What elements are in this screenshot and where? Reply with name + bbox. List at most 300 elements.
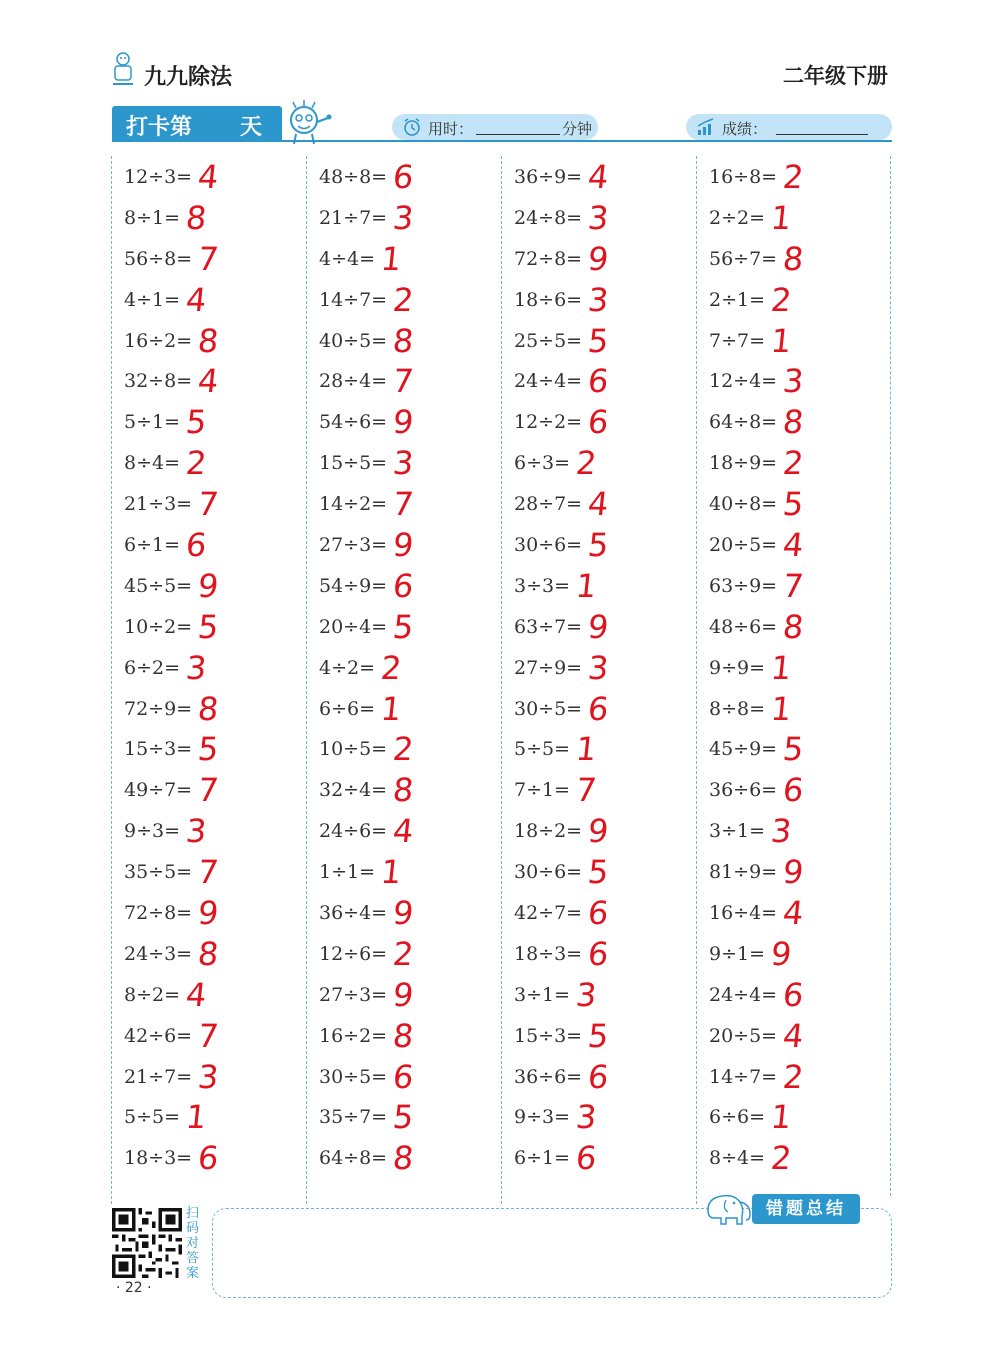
problem-row xyxy=(697,728,891,769)
problem-row xyxy=(697,360,891,401)
division-question: 36÷6= xyxy=(709,779,778,802)
problem-row xyxy=(307,769,501,810)
handwritten-answer[interactable]: 6 xyxy=(781,975,806,1014)
problem-row xyxy=(307,688,501,729)
division-question: 56÷7= xyxy=(709,247,778,270)
division-question: 4÷1= xyxy=(124,288,181,311)
division-question: 32÷4= xyxy=(319,779,388,802)
division-question: 18÷3= xyxy=(514,942,583,965)
problem-row xyxy=(112,360,306,401)
problem-row xyxy=(112,320,306,361)
division-question: 27÷3= xyxy=(319,983,388,1006)
division-question: 35÷7= xyxy=(319,1106,388,1129)
division-question: 3÷1= xyxy=(709,820,766,843)
problem-row xyxy=(307,360,501,401)
division-question: 15÷3= xyxy=(124,738,193,761)
time-input[interactable] xyxy=(476,134,560,135)
problem-row xyxy=(502,1056,696,1097)
handwritten-answer[interactable]: 5 xyxy=(781,485,806,524)
handwritten-answer[interactable]: 9 xyxy=(391,975,416,1014)
handwritten-answer[interactable]: 5 xyxy=(781,730,806,769)
handwritten-answer[interactable]: 4 xyxy=(391,812,416,851)
handwritten-answer[interactable]: 1 xyxy=(379,689,404,728)
handwritten-answer[interactable]: 6 xyxy=(586,1057,611,1096)
problem-row xyxy=(697,238,891,279)
division-question: 15÷5= xyxy=(319,452,388,475)
division-question: 21÷7= xyxy=(124,1065,193,1088)
problem-row xyxy=(112,1096,306,1137)
handwritten-answer[interactable]: 6 xyxy=(196,1139,221,1178)
page-number: · 22 · xyxy=(116,1280,152,1296)
handwritten-answer[interactable]: 7 xyxy=(391,362,416,401)
problem-row xyxy=(697,320,891,361)
problem-row xyxy=(697,1096,891,1137)
handwritten-answer[interactable]: 8 xyxy=(391,1139,416,1178)
handwritten-answer[interactable]: 3 xyxy=(184,648,209,687)
problem-row xyxy=(307,483,501,524)
time-label: 用时： xyxy=(428,120,474,138)
handwritten-answer[interactable]: 9 xyxy=(769,934,794,973)
division-question: 35÷5= xyxy=(124,861,193,884)
handwritten-answer[interactable]: 5 xyxy=(586,853,611,892)
problem-row xyxy=(697,524,891,565)
problem-row xyxy=(112,688,306,729)
handwritten-answer[interactable]: 6 xyxy=(586,689,611,728)
handwritten-answer[interactable]: 2 xyxy=(781,444,806,483)
division-question: 9÷3= xyxy=(124,820,181,843)
problem-row xyxy=(502,1015,696,1056)
division-question: 5÷5= xyxy=(514,738,571,761)
division-question: 72÷8= xyxy=(124,902,193,925)
division-question: 48÷6= xyxy=(709,615,778,638)
handwritten-answer[interactable]: 8 xyxy=(196,689,221,728)
handwritten-answer[interactable]: 8 xyxy=(391,771,416,810)
problem-row xyxy=(307,606,501,647)
division-question: 27÷3= xyxy=(319,534,388,557)
handwritten-answer[interactable]: 6 xyxy=(781,771,806,810)
division-question: 8÷4= xyxy=(709,1147,766,1170)
division-question: 16÷2= xyxy=(124,329,193,352)
handwritten-answer[interactable]: 8 xyxy=(781,239,806,278)
division-question: 9÷9= xyxy=(709,656,766,679)
problem-row xyxy=(502,565,696,606)
division-question: 3÷1= xyxy=(514,983,571,1006)
division-question: 30÷6= xyxy=(514,534,583,557)
problem-row xyxy=(697,156,891,197)
handwritten-answer[interactable]: 8 xyxy=(184,198,209,237)
division-question: 8÷4= xyxy=(124,452,181,475)
handwritten-answer[interactable]: 9 xyxy=(391,894,416,933)
problem-row xyxy=(112,647,306,688)
division-question: 24÷3= xyxy=(124,942,193,965)
problem-row xyxy=(112,279,306,320)
handwritten-answer[interactable]: 9 xyxy=(586,607,611,646)
handwritten-answer[interactable]: 7 xyxy=(196,485,221,524)
handwritten-answer[interactable]: 2 xyxy=(769,280,794,319)
book-logo-icon xyxy=(110,52,136,86)
punch-label-right: 天 xyxy=(240,115,263,140)
division-question: 36÷4= xyxy=(319,902,388,925)
problem-row xyxy=(307,1137,501,1178)
handwritten-answer[interactable]: 6 xyxy=(574,1139,599,1178)
division-question: 24÷4= xyxy=(709,983,778,1006)
problem-row xyxy=(112,728,306,769)
handwritten-answer[interactable]: 1 xyxy=(574,730,599,769)
problem-row xyxy=(502,401,696,442)
problem-row xyxy=(307,728,501,769)
problem-row xyxy=(307,238,501,279)
handwritten-answer[interactable]: 3 xyxy=(586,198,611,237)
handwritten-answer[interactable]: 6 xyxy=(586,934,611,973)
handwritten-answer[interactable]: 3 xyxy=(196,1057,221,1096)
handwritten-answer[interactable]: 5 xyxy=(586,1016,611,1055)
problem-row xyxy=(112,851,306,892)
problem-column-4 xyxy=(697,156,891,1178)
handwritten-answer[interactable]: 2 xyxy=(781,158,806,196)
handwritten-answer[interactable]: 6 xyxy=(586,362,611,401)
division-question: 40÷5= xyxy=(319,329,388,352)
handwritten-answer[interactable]: 6 xyxy=(586,403,611,442)
problem-row xyxy=(307,197,501,238)
problem-row xyxy=(502,647,696,688)
handwritten-answer[interactable]: 1 xyxy=(574,566,599,605)
problem-row xyxy=(112,810,306,851)
handwritten-answer[interactable]: 1 xyxy=(769,321,794,360)
problem-row xyxy=(502,933,696,974)
handwritten-answer[interactable]: 6 xyxy=(586,894,611,933)
problem-row xyxy=(307,442,501,483)
handwritten-answer[interactable]: 4 xyxy=(184,280,209,319)
handwritten-answer[interactable]: 2 xyxy=(391,934,416,973)
score-label: 成绩： xyxy=(722,120,768,138)
division-question: 1÷1= xyxy=(319,861,376,884)
problem-row xyxy=(307,320,501,361)
handwritten-answer[interactable]: 3 xyxy=(586,280,611,319)
scan-answer-text: 扫码对答案 xyxy=(186,1206,200,1281)
handwritten-answer[interactable]: 4 xyxy=(781,526,806,565)
handwritten-answer[interactable]: 3 xyxy=(781,362,806,401)
grade-label: 二年级下册 xyxy=(783,64,888,88)
handwritten-answer[interactable]: 2 xyxy=(781,1057,806,1096)
problem-row xyxy=(112,401,306,442)
handwritten-answer[interactable]: 7 xyxy=(196,1016,221,1055)
problem-row xyxy=(502,442,696,483)
problem-row xyxy=(697,769,891,810)
problem-row xyxy=(112,442,306,483)
division-question: 54÷6= xyxy=(319,411,388,434)
book-title: 九九除法 xyxy=(144,65,233,90)
handwritten-answer[interactable]: 8 xyxy=(781,607,806,646)
division-question: 15÷3= xyxy=(514,1024,583,1047)
handwritten-answer[interactable]: 1 xyxy=(379,853,404,892)
problem-row xyxy=(697,1056,891,1097)
problem-row xyxy=(502,851,696,892)
handwritten-answer[interactable]: 1 xyxy=(769,689,794,728)
time-unit: 分钟 xyxy=(562,120,593,138)
division-question: 30÷5= xyxy=(514,697,583,720)
problem-row xyxy=(112,769,306,810)
problem-row xyxy=(502,1096,696,1137)
problem-column-2 xyxy=(307,156,501,1178)
problem-row xyxy=(112,1015,306,1056)
problem-row xyxy=(307,810,501,851)
problem-row xyxy=(112,197,306,238)
handwritten-answer[interactable]: 7 xyxy=(391,485,416,524)
division-question: 2÷1= xyxy=(709,288,766,311)
handwritten-answer[interactable]: 1 xyxy=(379,239,404,278)
handwritten-answer[interactable]: 1 xyxy=(184,1098,209,1137)
problem-row xyxy=(697,279,891,320)
handwritten-answer[interactable]: 3 xyxy=(769,812,794,851)
problem-row xyxy=(502,279,696,320)
mascot-icon xyxy=(284,100,332,146)
handwritten-answer[interactable]: 8 xyxy=(196,934,221,973)
division-question: 16÷2= xyxy=(319,1024,388,1047)
handwritten-answer[interactable]: 2 xyxy=(184,444,209,483)
problem-row xyxy=(112,483,306,524)
division-question: 8÷2= xyxy=(124,983,181,1006)
division-question: 49÷7= xyxy=(124,779,193,802)
problem-row xyxy=(307,974,501,1015)
division-question: 6÷3= xyxy=(514,452,571,475)
division-question: 12÷3= xyxy=(124,166,193,188)
division-question: 8÷1= xyxy=(124,206,181,229)
problem-row xyxy=(697,1015,891,1056)
handwritten-answer[interactable]: 9 xyxy=(391,526,416,565)
problem-row xyxy=(307,851,501,892)
handwritten-answer[interactable]: 4 xyxy=(586,158,611,196)
handwritten-answer[interactable]: 8 xyxy=(196,321,221,360)
handwritten-answer[interactable]: 2 xyxy=(391,730,416,769)
problem-row xyxy=(502,1137,696,1178)
division-question: 18÷3= xyxy=(124,1147,193,1170)
handwritten-answer[interactable]: 3 xyxy=(586,648,611,687)
problem-row xyxy=(307,401,501,442)
handwritten-answer[interactable]: 6 xyxy=(391,1057,416,1096)
problem-row xyxy=(307,565,501,606)
problem-row xyxy=(307,892,501,933)
division-question: 40÷8= xyxy=(709,493,778,516)
handwritten-answer[interactable]: 3 xyxy=(574,975,599,1014)
problem-row xyxy=(502,974,696,1015)
handwritten-answer[interactable]: 7 xyxy=(196,239,221,278)
division-question: 32÷8= xyxy=(124,370,193,393)
division-question: 56÷8= xyxy=(124,247,193,270)
score-field xyxy=(686,114,892,140)
division-question: 14÷7= xyxy=(709,1065,778,1088)
problem-row xyxy=(697,647,891,688)
problem-row xyxy=(112,524,306,565)
problem-row xyxy=(502,156,696,197)
problem-row xyxy=(697,565,891,606)
problem-row xyxy=(697,401,891,442)
division-question: 4÷2= xyxy=(319,656,376,679)
problem-row xyxy=(502,892,696,933)
division-question: 42÷6= xyxy=(124,1024,193,1047)
problem-row xyxy=(502,320,696,361)
handwritten-answer[interactable]: 9 xyxy=(196,894,221,933)
problem-row xyxy=(502,810,696,851)
division-question: 7÷7= xyxy=(709,329,766,352)
punch-label-left: 打卡第 xyxy=(126,115,193,140)
handwritten-answer[interactable]: 7 xyxy=(781,566,806,605)
division-question: 10÷5= xyxy=(319,738,388,761)
division-question: 5÷5= xyxy=(124,1106,181,1129)
problem-column-3 xyxy=(502,156,696,1178)
division-question: 63÷7= xyxy=(514,615,583,638)
division-question: 9÷3= xyxy=(514,1106,571,1129)
division-question: 24÷6= xyxy=(319,820,388,843)
division-question: 6÷1= xyxy=(124,534,181,557)
division-question: 6÷1= xyxy=(514,1147,571,1170)
handwritten-answer[interactable]: 4 xyxy=(586,485,611,524)
handwritten-answer[interactable]: 6 xyxy=(184,526,209,565)
problem-row xyxy=(112,1056,306,1097)
handwritten-answer[interactable]: 5 xyxy=(391,1098,416,1137)
handwritten-answer[interactable]: 7 xyxy=(196,853,221,892)
handwritten-answer[interactable]: 5 xyxy=(196,730,221,769)
handwritten-answer[interactable]: 5 xyxy=(586,526,611,565)
division-question: 72÷8= xyxy=(514,247,583,270)
division-question: 18÷6= xyxy=(514,288,583,311)
handwritten-answer[interactable]: 3 xyxy=(391,198,416,237)
problem-row xyxy=(697,892,891,933)
division-question: 6÷2= xyxy=(124,656,181,679)
handwritten-answer[interactable]: 9 xyxy=(586,812,611,851)
problem-column-1 xyxy=(112,156,306,1178)
handwritten-answer[interactable]: 4 xyxy=(781,1016,806,1055)
handwritten-answer[interactable]: 2 xyxy=(574,444,599,483)
problem-row xyxy=(112,933,306,974)
qr-code-icon[interactable] xyxy=(112,1208,182,1278)
score-input[interactable] xyxy=(776,134,868,135)
handwritten-answer[interactable]: 5 xyxy=(391,607,416,646)
problem-row xyxy=(112,156,306,197)
division-question: 16÷4= xyxy=(709,902,778,925)
division-question: 81÷9= xyxy=(709,861,778,884)
handwritten-answer[interactable]: 2 xyxy=(379,648,404,687)
problem-row xyxy=(307,933,501,974)
problem-row xyxy=(307,156,501,197)
problem-row xyxy=(502,688,696,729)
score-chart-icon xyxy=(696,117,716,137)
handwritten-answer[interactable]: 5 xyxy=(586,321,611,360)
mistake-summary-label: 错题总结 xyxy=(752,1194,860,1224)
division-question: 4÷4= xyxy=(319,247,376,270)
problem-row xyxy=(697,442,891,483)
elephant-icon xyxy=(704,1188,754,1228)
problem-row xyxy=(697,483,891,524)
problem-row xyxy=(307,524,501,565)
time-field xyxy=(392,114,598,140)
problem-row xyxy=(502,360,696,401)
division-question: 20÷4= xyxy=(319,615,388,638)
handwritten-answer[interactable]: 8 xyxy=(391,1016,416,1055)
handwritten-answer[interactable]: 9 xyxy=(781,853,806,892)
division-question: 24÷4= xyxy=(514,370,583,393)
division-question: 42÷7= xyxy=(514,902,583,925)
problem-row xyxy=(307,1096,501,1137)
punch-banner xyxy=(112,106,282,142)
handwritten-answer[interactable]: 7 xyxy=(196,771,221,810)
problem-row xyxy=(697,851,891,892)
problem-row xyxy=(697,688,891,729)
problem-row xyxy=(697,197,891,238)
problem-row xyxy=(112,1137,306,1178)
handwritten-answer[interactable]: 9 xyxy=(586,239,611,278)
division-question: 14÷2= xyxy=(319,493,388,516)
division-question: 16÷8= xyxy=(709,166,778,188)
division-question: 20÷5= xyxy=(709,1024,778,1047)
division-question: 8÷8= xyxy=(709,697,766,720)
division-question: 28÷7= xyxy=(514,493,583,516)
problem-row xyxy=(112,892,306,933)
handwritten-answer[interactable]: 9 xyxy=(196,566,221,605)
problem-row xyxy=(502,606,696,647)
division-question: 6÷6= xyxy=(709,1106,766,1129)
handwritten-answer[interactable]: 9 xyxy=(391,403,416,442)
division-question: 21÷3= xyxy=(124,493,193,516)
division-question: 36÷9= xyxy=(514,166,583,188)
problem-row xyxy=(502,769,696,810)
problem-row xyxy=(697,1137,891,1178)
division-question: 24÷8= xyxy=(514,206,583,229)
division-question: 20÷5= xyxy=(709,534,778,557)
handwritten-answer[interactable]: 4 xyxy=(781,894,806,933)
handwritten-answer[interactable]: 1 xyxy=(769,198,794,237)
handwritten-answer[interactable]: 4 xyxy=(184,975,209,1014)
division-question: 18÷9= xyxy=(709,452,778,475)
handwritten-answer[interactable]: 2 xyxy=(391,280,416,319)
division-question: 12÷2= xyxy=(514,411,583,434)
handwritten-answer[interactable]: 4 xyxy=(196,362,221,401)
handwritten-answer[interactable]: 7 xyxy=(574,771,599,810)
problem-row xyxy=(112,238,306,279)
handwritten-answer[interactable]: 3 xyxy=(391,444,416,483)
handwritten-answer[interactable]: 3 xyxy=(184,812,209,851)
division-question: 48÷8= xyxy=(319,166,388,188)
handwritten-answer[interactable]: 8 xyxy=(781,403,806,442)
problem-row xyxy=(307,1056,501,1097)
division-question: 63÷9= xyxy=(709,574,778,597)
handwritten-answer[interactable]: 6 xyxy=(391,158,416,196)
division-question: 54÷9= xyxy=(319,574,388,597)
division-question: 30÷6= xyxy=(514,861,583,884)
handwritten-answer[interactable]: 3 xyxy=(574,1098,599,1137)
division-question: 45÷5= xyxy=(124,574,193,597)
problem-row xyxy=(307,647,501,688)
division-question: 64÷8= xyxy=(709,411,778,434)
handwritten-answer[interactable]: 6 xyxy=(391,566,416,605)
division-question: 12÷6= xyxy=(319,942,388,965)
handwritten-answer[interactable]: 2 xyxy=(769,1139,794,1178)
division-question: 64÷8= xyxy=(319,1147,388,1170)
division-question: 6÷6= xyxy=(319,697,376,720)
problem-row xyxy=(112,974,306,1015)
handwritten-answer[interactable]: 8 xyxy=(391,321,416,360)
banner-rule xyxy=(112,140,892,142)
problem-row xyxy=(697,974,891,1015)
handwritten-answer[interactable]: 5 xyxy=(196,607,221,646)
problem-row xyxy=(697,810,891,851)
handwritten-answer[interactable]: 4 xyxy=(196,158,221,196)
division-question: 14÷7= xyxy=(319,288,388,311)
handwritten-answer[interactable]: 1 xyxy=(769,648,794,687)
division-question: 2÷2= xyxy=(709,206,766,229)
handwritten-answer[interactable]: 1 xyxy=(769,1098,794,1137)
handwritten-answer[interactable]: 5 xyxy=(184,403,209,442)
division-question: 5÷1= xyxy=(124,411,181,434)
